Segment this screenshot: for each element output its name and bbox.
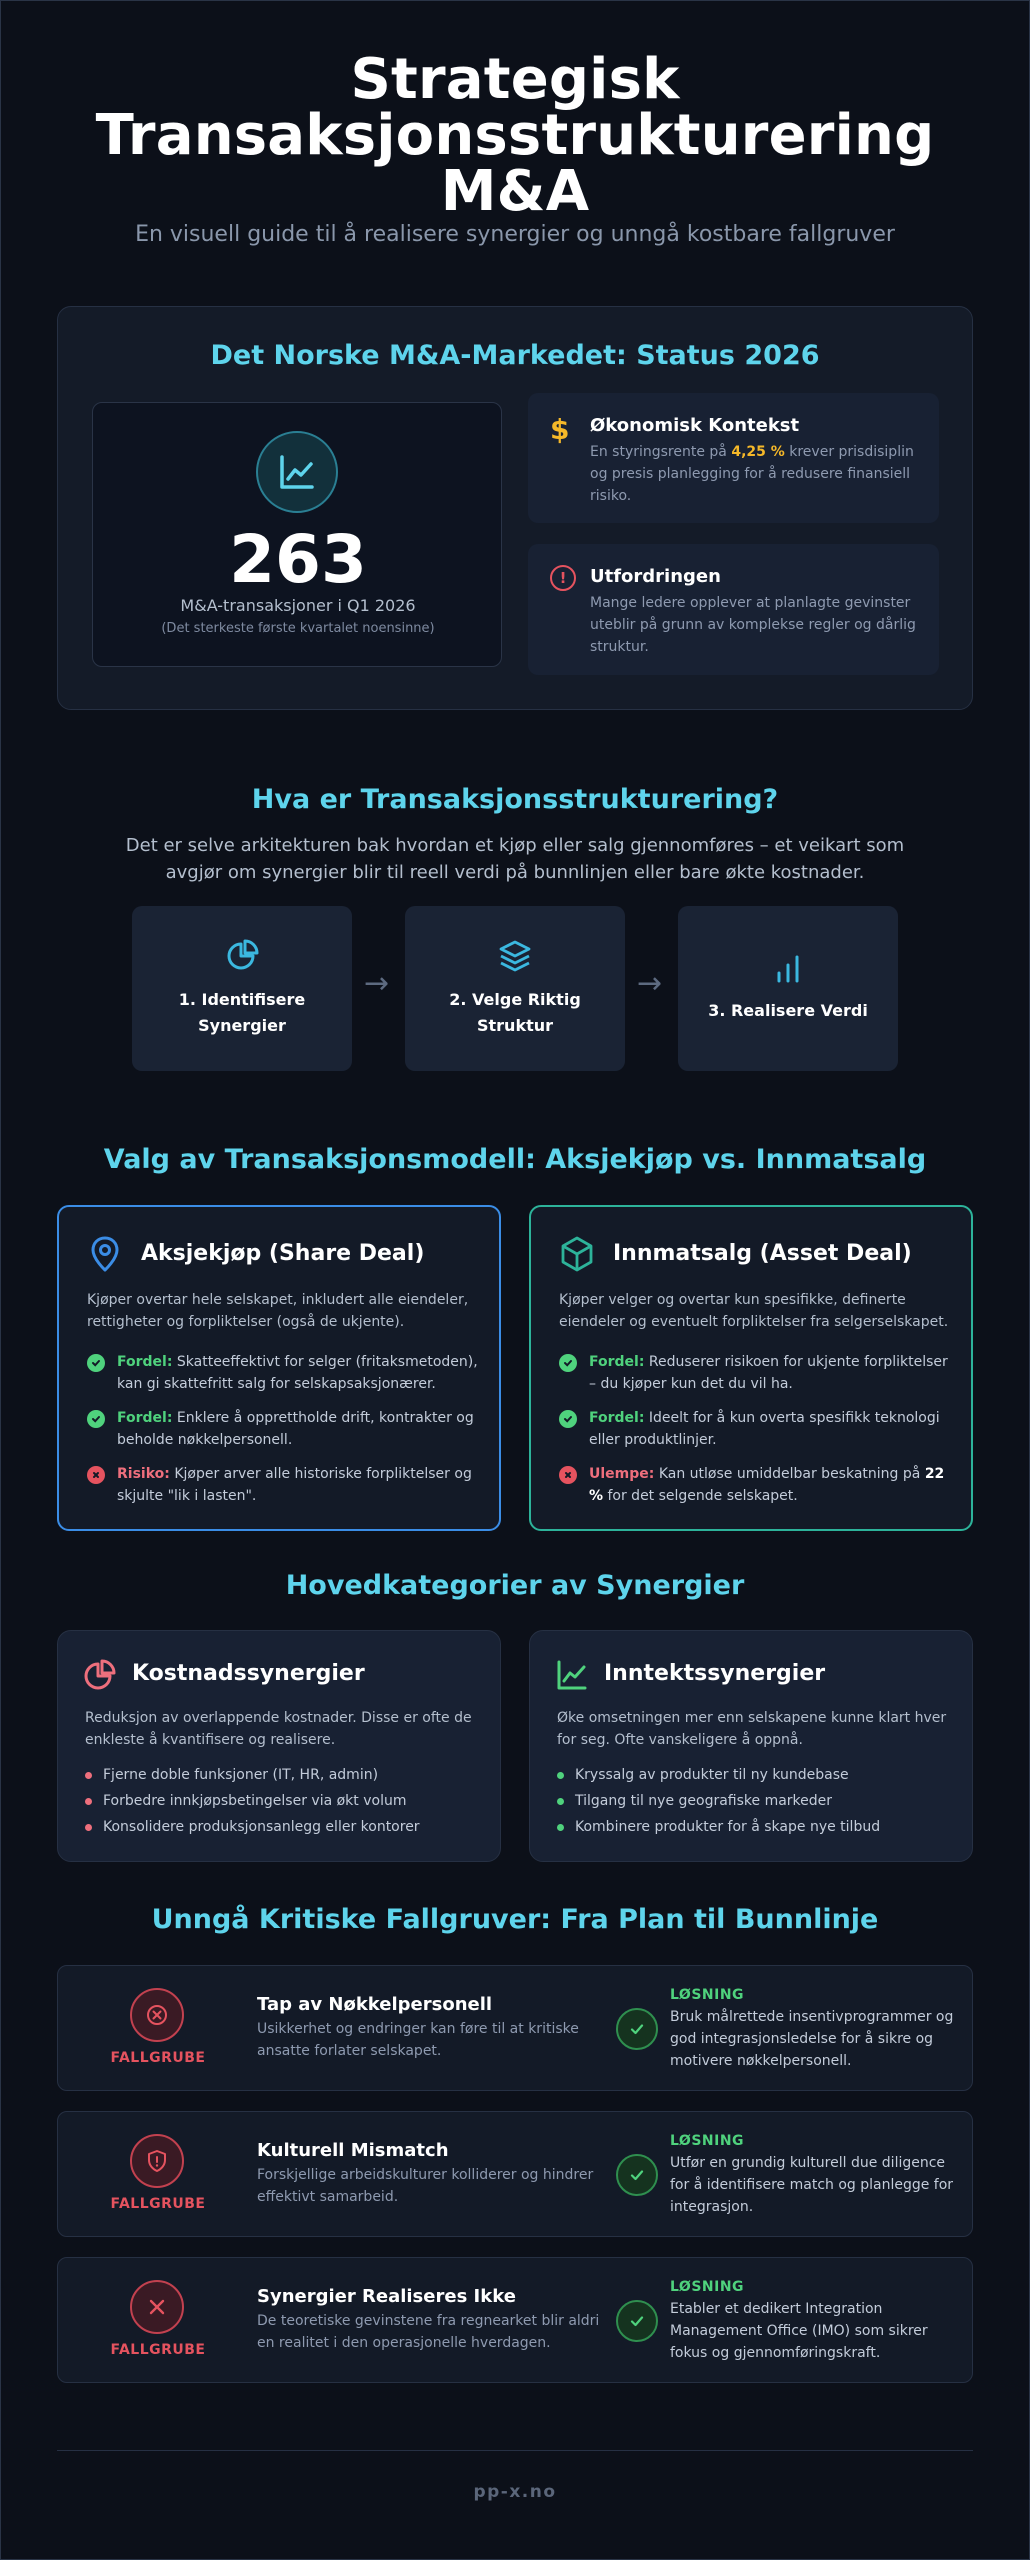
- bar-chart-icon: [773, 954, 803, 984]
- share-con: Risiko: Kjøper arver alle historiske forpliktelser og skjulte "lik i lasten".: [87, 1463, 479, 1507]
- stat-label: M&A-transaksjoner i Q1 2026: [180, 596, 416, 615]
- pitfall-desc: Forskjellige arbeidskulturer kolliderer og hindrer effektivt samarbeid.: [257, 2167, 594, 2205]
- list-item: Forbedre innkjøpsbetingelser via økt volum: [85, 1788, 485, 1814]
- list-item: Kryssalg av produkter til ny kundebase: [557, 1762, 957, 1788]
- share-pro-1: Fordel: Skatteeffektivt for selger (fritaksmetoden), kan gi skattefritt salg for selskapsaksjonærer.: [87, 1351, 479, 1395]
- footer-divider: [57, 2450, 973, 2451]
- asset-con: Ulempe: Kan utløse umiddelbar beskatning på 22 % for det selgende selskapet.: [559, 1463, 951, 1507]
- pitfall-label: FALLGRUBE: [110, 2342, 206, 2358]
- solution-label: LØSNING: [670, 2133, 745, 2149]
- package-icon: [559, 1235, 595, 1273]
- step-value: [678, 906, 898, 1071]
- pie-chart-icon: [225, 939, 259, 973]
- step-identify: [132, 906, 352, 1071]
- revenue-synergies-card: [529, 1630, 973, 1862]
- list-item: Tilgang til nye geografiske markeder: [557, 1788, 957, 1814]
- market-heading: Det Norske M&A-Markedet: Status 2026: [210, 340, 820, 371]
- rate-highlight: 4,25 %: [731, 444, 785, 460]
- context-card: [528, 393, 939, 523]
- stat-note: (Det sterkeste første kvartalet noensinne): [161, 621, 435, 636]
- context-text: En styringsrente på 4,25 % krever prisdisiplin og presis planlegging for å redusere finansiell risiko.: [590, 444, 914, 504]
- pitfall-row: [57, 2257, 973, 2383]
- page-title: [60, 47, 970, 224]
- check-icon: [559, 1410, 577, 1428]
- check-circle-icon: [616, 2154, 658, 2196]
- solution-label: LØSNING: [670, 2279, 745, 2295]
- check-icon: [87, 1410, 105, 1428]
- pitfall-label: FALLGRUBE: [110, 2050, 206, 2066]
- asset-deal-title: Innmatsalg (Asset Deal): [613, 1241, 912, 1266]
- solution-text: Utfør en grundig kulturell due diligence for å identifisere match og planlegge for integrasjon.: [670, 2155, 954, 2215]
- step-3-label: 3. Realisere Verdi: [708, 1000, 868, 1020]
- title-line-1: Strategisk: [350, 47, 680, 112]
- solution-label: LØSNING: [670, 1987, 745, 2003]
- step-2-label: 2. Velge Riktig Struktur: [449, 989, 581, 1035]
- share-deal-card: [57, 1205, 501, 1531]
- pitfall-row: [57, 2111, 973, 2237]
- pitfall-row: [57, 1965, 973, 2091]
- list-item: Konsolidere produksjonsanlegg eller kontorer: [85, 1814, 485, 1840]
- what-heading: Hva er Transaksjonsstrukturering?: [251, 784, 779, 815]
- share-deal-desc: Kjøper overtar hele selskapet, inkludert alle eiendeler, rettigheter og forpliktelser (også de ukjente).: [87, 1292, 469, 1330]
- step-structure: [405, 906, 625, 1071]
- shield-alert-icon: [130, 2134, 184, 2188]
- layers-icon: [498, 939, 532, 973]
- share-deal-title: Aksjekjøp (Share Deal): [141, 1241, 425, 1266]
- check-circle-icon: [616, 2008, 658, 2050]
- context-title: Økonomisk Kontekst: [590, 415, 800, 436]
- title-line-2: Transaksjonsstrukturering: [95, 103, 935, 168]
- step-arrow-2: →: [637, 966, 663, 1001]
- asset-deal-card: [529, 1205, 973, 1531]
- trend-up-icon: [556, 1659, 588, 1691]
- cost-list: [85, 1762, 485, 1840]
- challenge-title: Utfordringen: [590, 566, 721, 587]
- challenge-text: Mange ledere opplever at planlagte gevinster uteblir på grunn av komplekse regler og dårlig struktur.: [590, 595, 916, 655]
- title-line-3: M&A: [440, 159, 590, 224]
- revenue-desc: Øke omsetningen mer enn selskapene kunne klart hver for seg. Ofte vanskeligere å oppnå.: [557, 1710, 947, 1748]
- cost-synergies-card: [57, 1630, 501, 1862]
- pitfalls-heading: Unngå Kritiske Fallgruver: Fra Plan til Bunnlinje: [151, 1904, 879, 1935]
- stat-card: [92, 402, 502, 667]
- check-icon: [87, 1354, 105, 1372]
- share-pro-2: Fordel: Enklere å opprettholde drift, kontrakter og beholde nøkkelpersonell.: [87, 1407, 479, 1451]
- pie-chart-icon: [84, 1659, 116, 1691]
- cost-desc: Reduksjon av overlappende kostnader. Disse er ofte de enkleste å kvantifisere og realisere.: [85, 1710, 472, 1748]
- models-heading: Valg av Transaksjonsmodell: Aksjekjøp vs. Innmatsalg: [103, 1144, 927, 1175]
- revenue-list: [557, 1762, 957, 1840]
- asset-deal-desc: Kjøper velger og overtar kun spesifikke, definerte eiendeler og eventuelt forpliktelser fra selgerselskapet.: [559, 1292, 949, 1330]
- asset-pro-1: Fordel: Reduserer risikoen for ukjente forpliktelser – du kjøper kun det du vil ha.: [559, 1351, 951, 1395]
- solution-text: Etabler et dedikert Integration Management Office (IMO) som sikrer fokus og gjennomføringskraft.: [670, 2301, 928, 2361]
- x-icon: [87, 1466, 105, 1484]
- stat-value: 263: [229, 521, 367, 598]
- cost-title: Kostnadssynergier: [132, 1661, 365, 1686]
- close-icon: [130, 2280, 184, 2334]
- footer-brand-link[interactable]: pp-x.no: [473, 2482, 557, 2502]
- asset-pro-2: Fordel: Ideelt for å kun overta spesifikk teknologi eller produktlinjer.: [559, 1407, 951, 1451]
- dollar-icon: $: [550, 413, 570, 446]
- pitfall-title: Synergier Realiseres Ikke: [257, 2286, 516, 2307]
- alert-icon: !: [550, 565, 576, 591]
- what-intro: Det er selve arkitekturen bak hvordan et kjøp eller salg gjennomføres – et veikart som avgjør om synergier blir til reell verdi på bunnlinjen eller bare økte kostnader.: [125, 835, 905, 883]
- challenge-card: [528, 544, 939, 675]
- pitfall-desc: Usikkerhet og endringer kan føre til at kritiske ansatte forlater selskapet.: [257, 2021, 579, 2059]
- synergies-heading: Hovedkategorier av Synergier: [285, 1570, 745, 1601]
- x-circle-icon: [130, 1988, 184, 2042]
- x-icon: [559, 1466, 577, 1484]
- solution-text: Bruk målrettede insentivprogrammer og god integrasjonsledelse for å sikre og motivere nøkkelpersonell.: [670, 2009, 954, 2069]
- check-circle-icon: [616, 2300, 658, 2342]
- pitfall-title: Tap av Nøkkelpersonell: [257, 1994, 493, 2015]
- step-arrow-1: →: [364, 966, 390, 1001]
- step-1-label: 1. Identifisere Synergier: [178, 989, 306, 1035]
- pitfall-desc: De teoretiske gevinstene fra regnearket blir aldri en realitet i den operasjonelle hverdagen.: [257, 2313, 600, 2351]
- list-item: Fjerne doble funksjoner (IT, HR, admin): [85, 1762, 485, 1788]
- map-pin-icon: [89, 1235, 121, 1273]
- pitfall-label: FALLGRUBE: [110, 2196, 206, 2212]
- chart-line-icon: [256, 431, 338, 513]
- revenue-title: Inntektssynergier: [604, 1661, 826, 1686]
- list-item: Kombinere produkter for å skape nye tilbud: [557, 1814, 957, 1840]
- check-icon: [559, 1354, 577, 1372]
- pitfall-title: Kulturell Mismatch: [257, 2140, 449, 2161]
- page-subtitle: En visuell guide til å realisere synergier og unngå kostbare fallgruver: [135, 222, 895, 247]
